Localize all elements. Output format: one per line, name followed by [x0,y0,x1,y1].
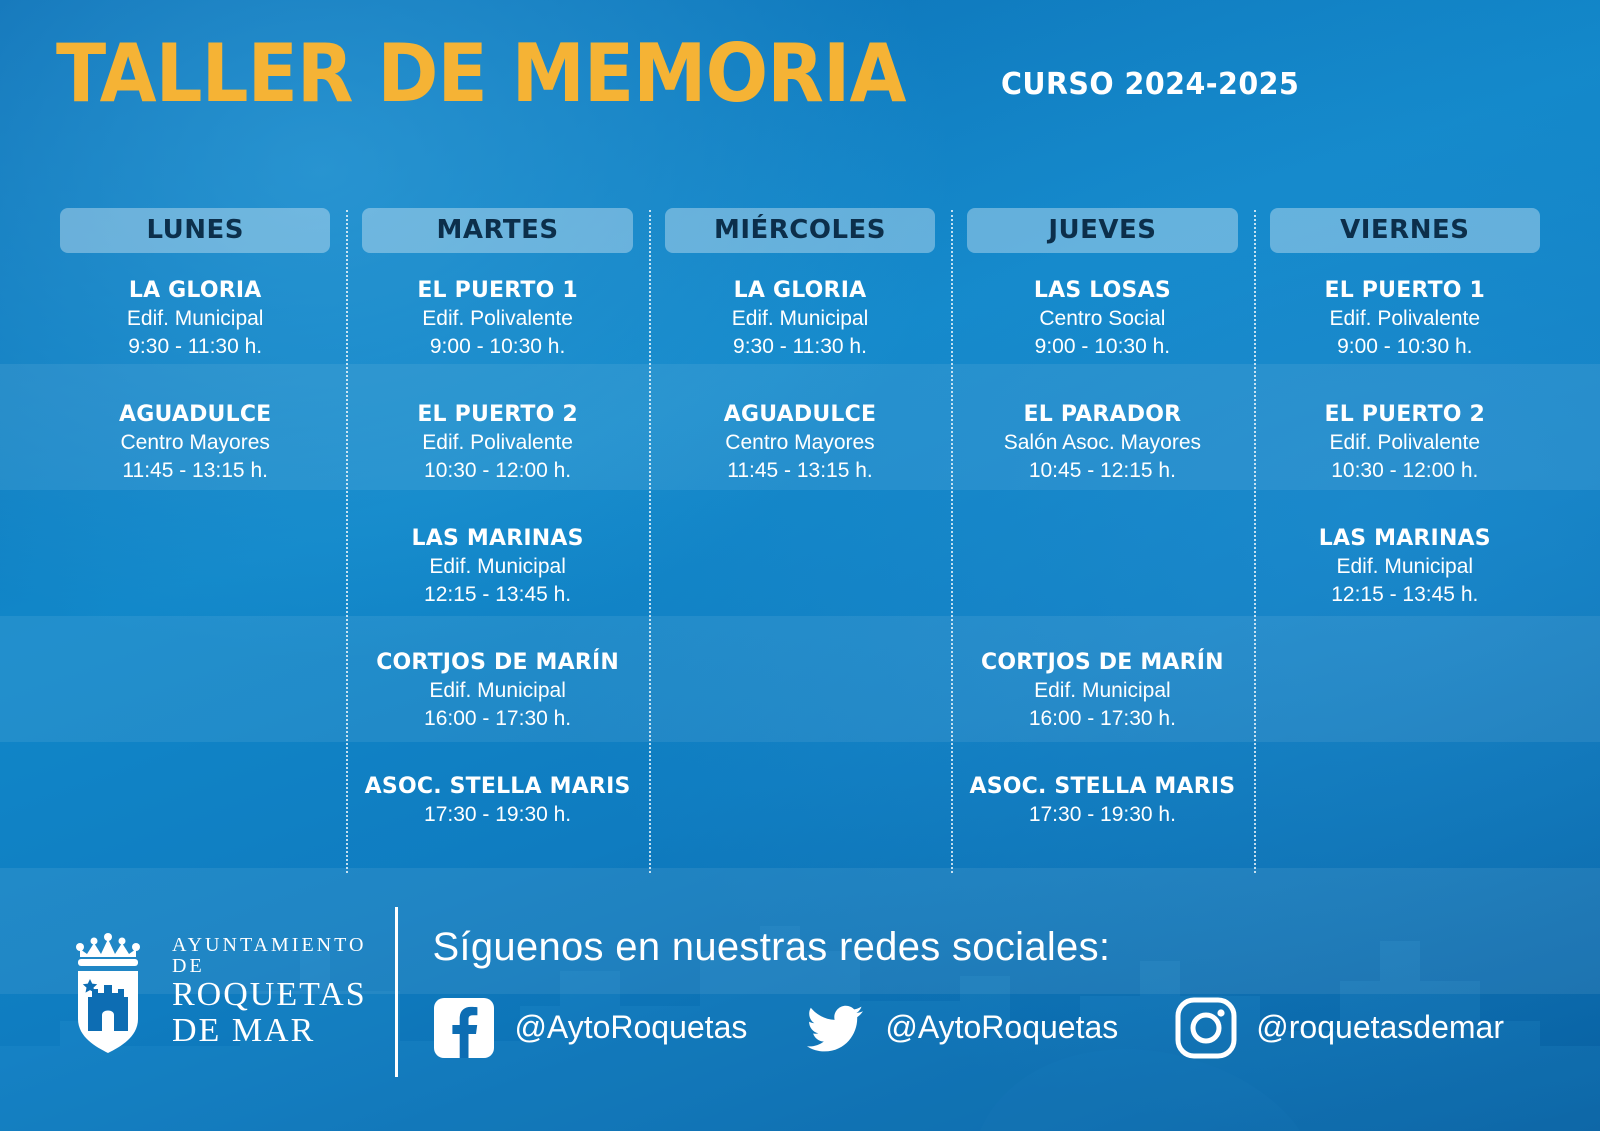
session-venue: Edif. Municipal [126,306,264,330]
day-column-viernes [1254,208,1556,889]
footer-divider [395,907,398,1077]
session-slot [961,765,1243,889]
session-slot [54,269,336,393]
schedule-grid [44,208,1556,889]
session-venue: Centro Mayores [120,430,270,454]
session-venue: Edif. Polivalente [422,430,573,454]
twitter-handle[interactable]: @AytoRoquetas [885,1009,1119,1045]
session-time: 9:00 - 10:30 h. [1337,334,1473,358]
page-title: TALLER DE MEMORIA [56,27,906,120]
session-time: 10:30 - 12:00 h. [424,458,572,482]
session-place: CORTJOS DE MARÍN [376,650,619,675]
session-time: 16:00 - 17:30 h. [1028,706,1176,730]
day-header-lunes: LUNES [60,208,330,253]
session-place: LA GLORIA [733,278,867,303]
session-place: EL PUERTO 1 [1324,278,1486,303]
session-slot [356,269,638,393]
social-row [432,996,1560,1060]
course-subtitle: CURSO 2024-2025 [1001,67,1300,102]
session-venue: Edif. Municipal [429,678,566,702]
session-place: ASOC. STELLA MARIS [364,774,631,799]
session-venue: Centro Social [1039,306,1166,330]
day-header-miercoles: MIÉRCOLES [665,208,935,253]
session-slot [659,393,941,517]
session-time: 12:15 - 13:45 h. [1331,582,1479,606]
session-slot [356,641,638,765]
session-slot [659,269,941,393]
session-place: EL PUERTO 2 [1324,402,1486,427]
session-place: AGUADULCE [723,402,877,427]
session-place: LAS LOSAS [1033,278,1171,303]
session-place: ASOC. STELLA MARIS [969,774,1236,799]
facebook-icon[interactable] [432,996,496,1060]
session-time: 10:45 - 12:15 h. [1028,458,1176,482]
session-place: LAS MARINAS [1318,526,1491,551]
session-venue: Edif. Municipal [429,554,566,578]
session-place: LAS MARINAS [411,526,584,551]
twitter-icon[interactable] [803,996,867,1060]
session-slot [961,269,1243,393]
session-venue: Edif. Polivalente [422,306,573,330]
session-venue: Edif. Municipal [1336,554,1474,578]
session-time: 11:45 - 13:15 h. [727,458,873,482]
day-column-lunes [44,208,346,889]
social-item-instagram[interactable] [1174,996,1504,1060]
session-time: 9:30 - 11:30 h. [128,334,263,358]
session-venue: Edif. Polivalente [1329,306,1481,330]
instagram-handle[interactable]: @roquetasdemar [1256,1009,1504,1045]
session-venue: Edif. Municipal [731,306,869,330]
session-venue: Centro Mayores [725,430,875,454]
session-slot [1264,269,1546,393]
session-slot [961,393,1243,517]
session-slot [356,765,638,889]
session-time: 17:30 - 19:30 h. [424,802,572,826]
social-title: Síguenos en nuestras redes sociales: [432,924,1111,969]
facebook-handle[interactable]: @AytoRoquetas [514,1009,748,1045]
day-header-jueves: JUEVES [967,208,1237,253]
poster-header [56,27,1544,120]
session-time: 9:00 - 10:30 h. [1034,334,1171,358]
poster-footer [60,897,1560,1087]
day-column-miercoles [649,208,951,889]
day-column-jueves [951,208,1253,889]
institution-line-1: AYUNTAMIENTO DE [172,934,367,978]
session-place: EL PUERTO 2 [417,402,578,427]
institution-branding [60,927,385,1057]
institution-line-2: ROQUETAS DE MAR [172,976,367,1049]
social-section [432,925,1560,1060]
session-time: 11:45 - 13:15 h. [122,458,268,482]
day-header-viernes: VIERNES [1270,208,1540,253]
session-place: EL PARADOR [1023,402,1182,427]
session-time: 10:30 - 12:00 h. [1331,458,1479,482]
social-item-facebook[interactable] [432,996,747,1060]
session-place: EL PUERTO 1 [417,278,578,303]
session-slot [356,517,638,641]
session-slot [1264,393,1546,517]
institution-name [172,935,385,1048]
session-slot [54,393,336,517]
session-venue: Edif. Municipal [1034,678,1171,702]
session-time: 16:00 - 17:30 h. [424,706,572,730]
session-slot [356,393,638,517]
session-place: LA GLORIA [128,278,262,303]
session-time: 17:30 - 19:30 h. [1028,802,1176,826]
social-item-twitter[interactable] [803,996,1118,1060]
day-column-martes [346,208,648,889]
day-header-martes: MARTES [362,208,632,253]
session-slot [1264,517,1546,641]
session-place: AGUADULCE [118,402,272,427]
session-slot [961,641,1243,765]
session-place: CORTJOS DE MARÍN [980,650,1224,675]
session-time: 9:00 - 10:30 h. [429,334,566,358]
coat-of-arms-icon [60,927,156,1057]
session-venue: Edif. Polivalente [1329,430,1481,454]
session-time: 12:15 - 13:45 h. [424,582,572,606]
session-time: 9:30 - 11:30 h. [733,334,867,358]
instagram-icon[interactable] [1174,996,1238,1060]
session-venue: Salón Asoc. Mayores [1003,430,1202,454]
